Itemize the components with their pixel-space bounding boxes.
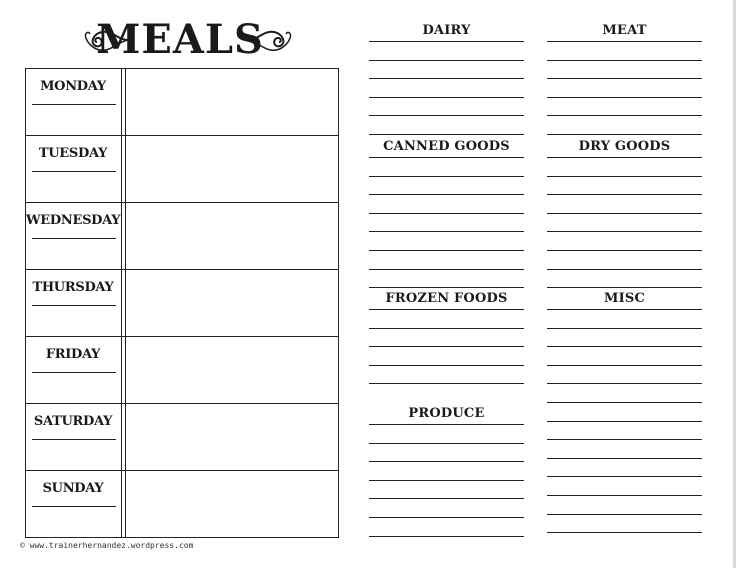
writing-line — [369, 269, 524, 270]
writing-line — [547, 78, 702, 79]
grocery-section-frozen-foods — [369, 292, 524, 392]
day-label: MONDAY — [40, 79, 106, 94]
writing-line — [547, 402, 702, 403]
day-row-monday — [26, 69, 338, 136]
writing-line — [369, 78, 524, 79]
writing-line — [547, 194, 702, 195]
copyright-footer: © www.trainerhernandez.wordpress.com — [20, 541, 194, 550]
day-underline — [32, 506, 116, 507]
writing-line — [369, 287, 524, 288]
writing-line — [369, 443, 524, 444]
flourish-right-icon — [246, 26, 294, 54]
day-label: SUNDAY — [42, 481, 104, 496]
writing-line — [369, 231, 524, 232]
grocery-section-misc — [547, 292, 702, 542]
writing-line — [547, 532, 702, 533]
grocery-category-label: FROZEN FOODS — [385, 291, 508, 306]
writing-line — [547, 328, 702, 329]
writing-line — [547, 231, 702, 232]
writing-line — [369, 213, 524, 214]
grocery-section-canned-goods — [369, 140, 524, 280]
writing-line — [369, 60, 524, 61]
writing-line — [547, 346, 702, 347]
page-title: MEALS — [96, 16, 264, 63]
writing-line — [369, 461, 524, 462]
writing-line — [369, 157, 524, 158]
day-row-wednesday — [26, 203, 338, 270]
writing-line — [369, 97, 524, 98]
writing-line — [547, 439, 702, 440]
writing-line — [547, 269, 702, 270]
writing-line — [547, 134, 702, 135]
day-row-saturday — [26, 404, 338, 471]
writing-line — [369, 517, 524, 518]
writing-line — [369, 480, 524, 481]
grocery-section-dairy — [369, 24, 524, 134]
writing-line — [369, 328, 524, 329]
grocery-category-label: CANNED GOODS — [383, 139, 510, 154]
grocery-category-label: MEAT — [602, 23, 647, 38]
grocery-category-label: PRODUCE — [408, 406, 485, 421]
day-underline — [32, 238, 116, 239]
day-label: SATURDAY — [33, 414, 113, 429]
day-row-thursday — [26, 270, 338, 337]
writing-line — [369, 536, 524, 537]
writing-line — [547, 476, 702, 477]
writing-line — [369, 346, 524, 347]
day-underline — [32, 171, 116, 172]
writing-line — [369, 176, 524, 177]
writing-line — [547, 365, 702, 366]
day-underline — [32, 305, 116, 306]
writing-line — [547, 458, 702, 459]
grocery-category-label: MISC — [603, 291, 645, 306]
writing-line — [547, 309, 702, 310]
writing-line — [547, 250, 702, 251]
writing-line — [369, 250, 524, 251]
writing-line — [369, 41, 524, 42]
grocery-category-label: DAIRY — [422, 23, 471, 38]
writing-line — [369, 134, 524, 135]
writing-line — [547, 421, 702, 422]
writing-line — [547, 383, 702, 384]
writing-line — [547, 157, 702, 158]
day-label: TUESDAY — [38, 146, 108, 161]
writing-line — [369, 498, 524, 499]
writing-line — [547, 495, 702, 496]
day-underline — [32, 439, 116, 440]
grocery-category-label: DRY GOODS — [578, 139, 671, 154]
writing-line — [369, 194, 524, 195]
writing-line — [369, 365, 524, 366]
grocery-section-meat — [547, 24, 702, 134]
day-row-friday — [26, 337, 338, 404]
day-underline — [32, 372, 116, 373]
writing-line — [369, 383, 524, 384]
day-label: WEDNESDAY — [26, 213, 121, 228]
day-row-sunday — [26, 471, 338, 538]
grocery-section-produce — [369, 407, 524, 547]
writing-line — [547, 213, 702, 214]
grocery-section-dry-goods — [547, 140, 702, 280]
writing-line — [547, 514, 702, 515]
day-underline — [32, 104, 116, 105]
writing-line — [547, 115, 702, 116]
writing-line — [547, 41, 702, 42]
day-row-tuesday — [26, 136, 338, 203]
writing-line — [547, 97, 702, 98]
writing-line — [547, 287, 702, 288]
writing-line — [369, 424, 524, 425]
writing-line — [547, 60, 702, 61]
day-label: FRIDAY — [45, 347, 101, 362]
writing-line — [369, 309, 524, 310]
writing-line — [369, 115, 524, 116]
writing-line — [547, 176, 702, 177]
meal-planner-grid — [25, 68, 339, 538]
day-label: THURSDAY — [32, 280, 114, 295]
